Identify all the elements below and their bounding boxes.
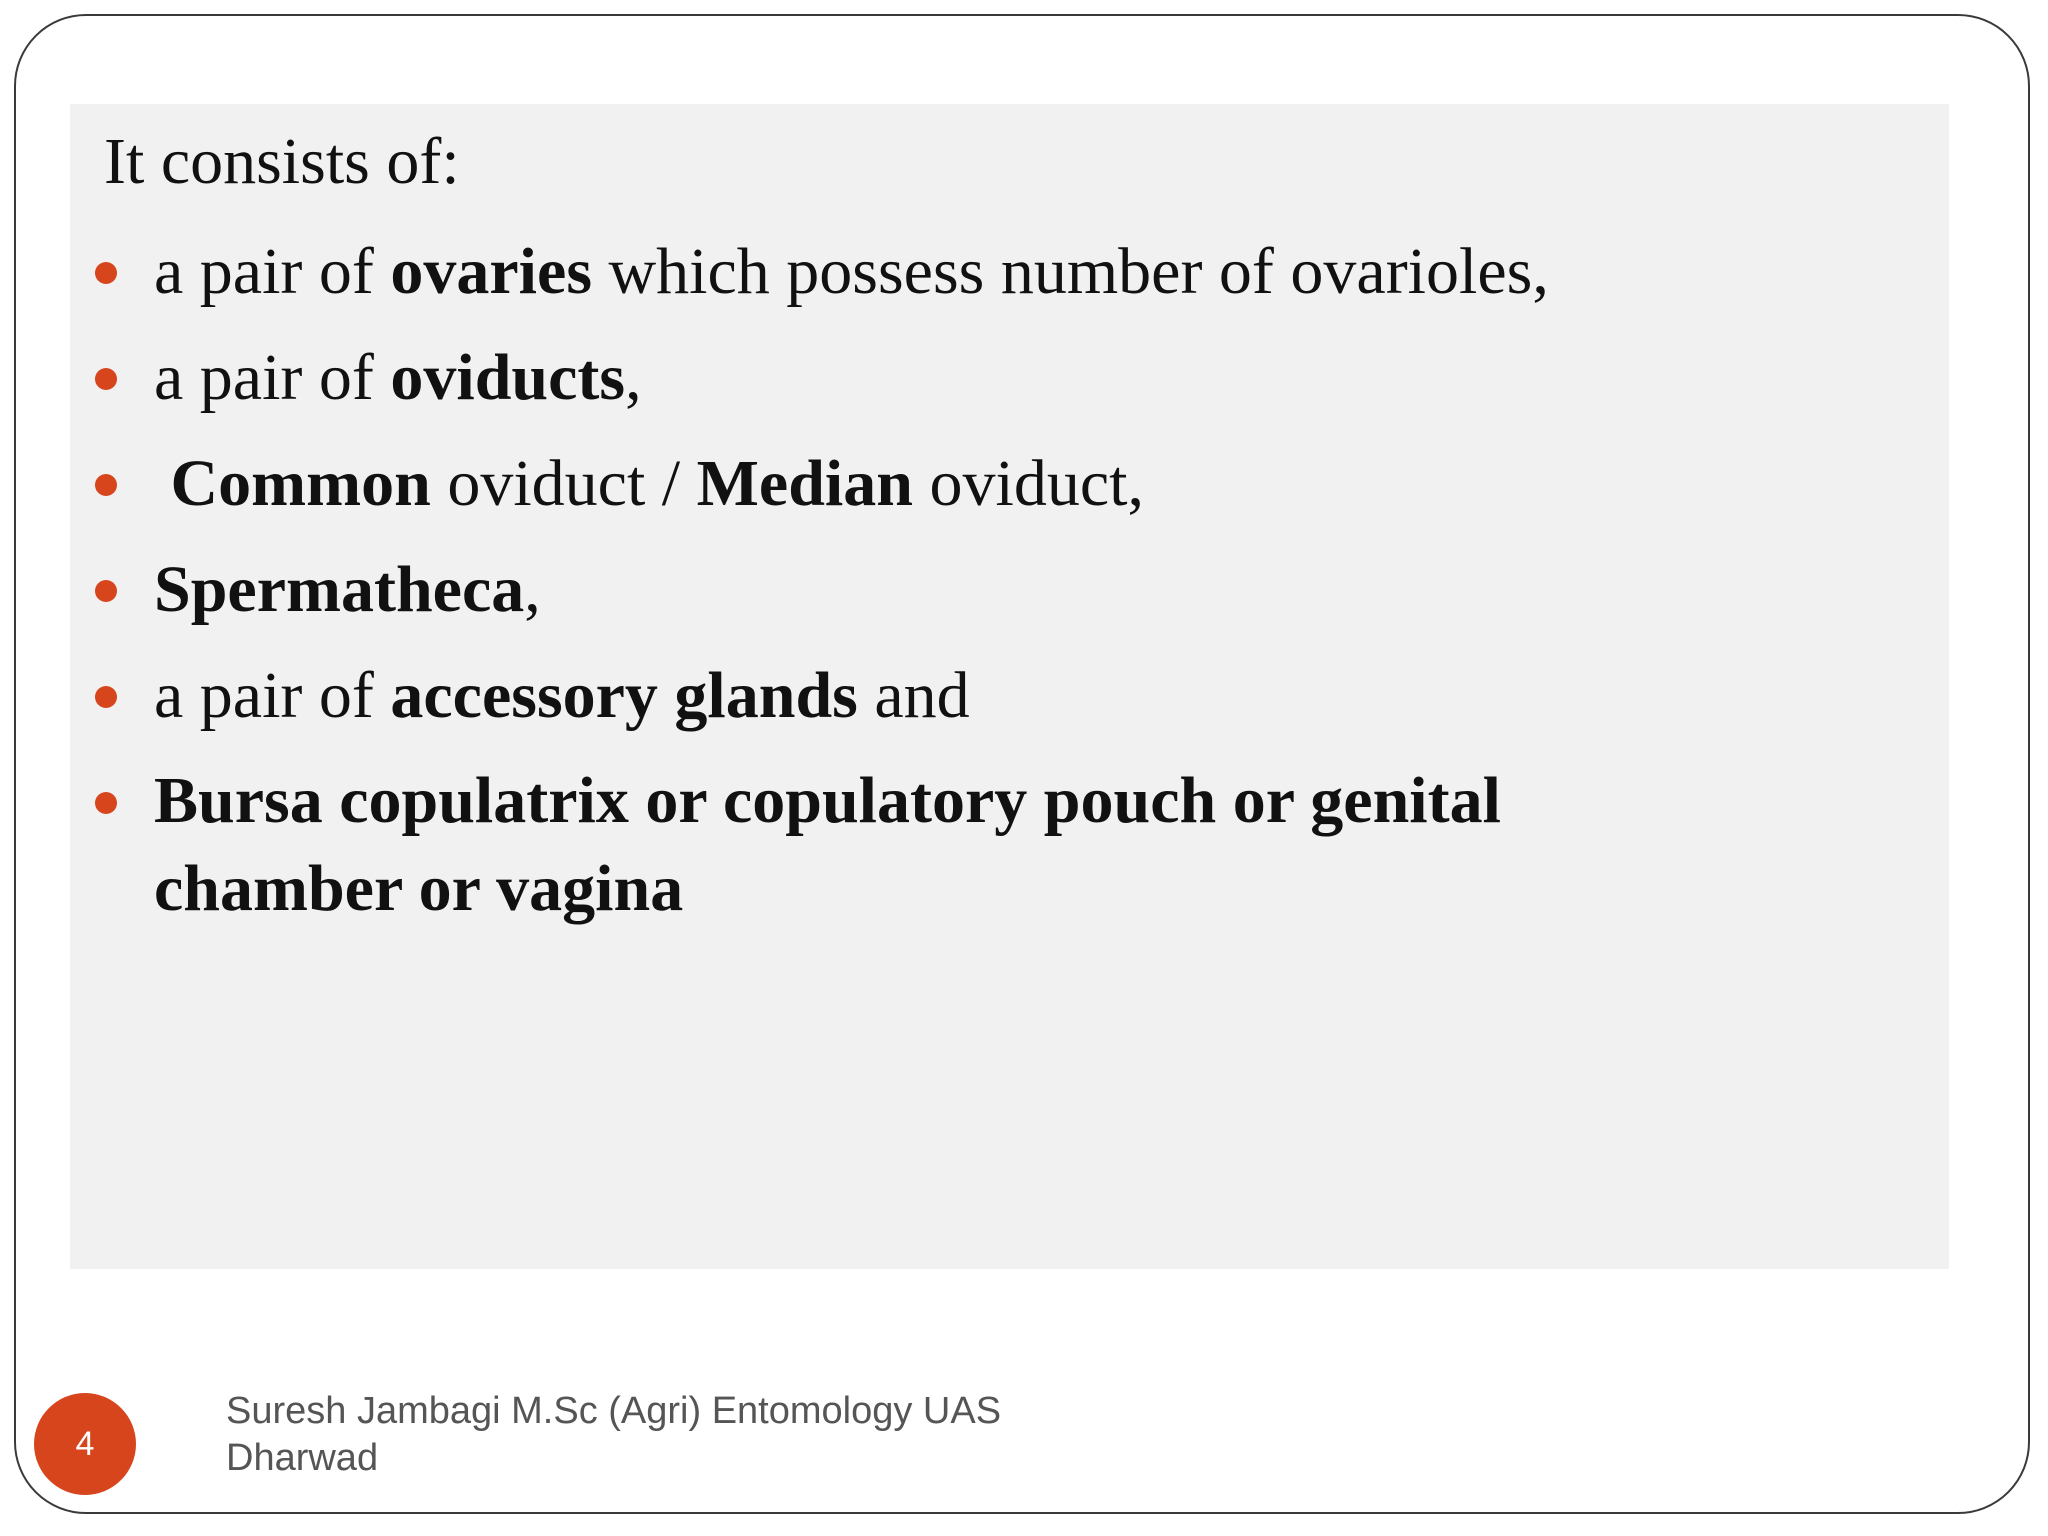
- bullet-segment-bold: Median: [696, 447, 913, 520]
- bullet-segment-bold: accessory glands: [390, 659, 858, 732]
- bullet-text: [154, 235, 1549, 308]
- bullet-segment: oviduct /: [430, 447, 697, 520]
- bullet-text: [154, 447, 1144, 520]
- bullet-text: [154, 553, 541, 626]
- bullet-item-accessory-glands: [70, 651, 1549, 757]
- bullet-dot-icon: [95, 686, 117, 708]
- bullet-segment: ,: [524, 553, 541, 626]
- bullet-dot-icon: [95, 368, 117, 390]
- bullet-item-common-oviduct: [70, 439, 1549, 545]
- bullet-item-ovaries: [70, 227, 1549, 333]
- bullet-segment: which possess number of ovarioles,: [592, 235, 1549, 308]
- content-box: [70, 104, 1949, 1269]
- footer-author-line1: Suresh Jambagi M.Sc (Agri) Entomology UAS: [226, 1390, 1002, 1432]
- bullet-segment-bold: ovaries: [390, 235, 592, 308]
- bullet-item-spermatheca: [70, 545, 1549, 651]
- bullet-item-bursa-copulatrix: [70, 757, 1549, 933]
- bullet-segment: a pair of: [154, 341, 391, 414]
- bullet-dot-icon: [95, 474, 117, 496]
- bullet-segment-bold: Common: [170, 447, 431, 520]
- bullet-text-line2: chamber or vagina: [154, 852, 684, 925]
- bullet-dot-icon: [95, 792, 117, 814]
- bullet-segment: and: [857, 659, 970, 732]
- footer-author: [226, 1388, 1126, 1482]
- slide: [14, 14, 2030, 1514]
- bullet-segment: a pair of: [154, 235, 391, 308]
- footer-author-line2: Dharwad: [226, 1437, 379, 1479]
- bullet-text-line1: Bursa copulatrix or copulatory pouch or genital: [154, 764, 1501, 837]
- bullet-segment: oviduct,: [912, 447, 1144, 520]
- bullet-dot-icon: [95, 262, 117, 284]
- bullet-segment-bold: oviducts: [390, 341, 626, 414]
- bullet-list: [70, 227, 1549, 933]
- bullet-segment: a pair of: [154, 659, 391, 732]
- bullet-dot-icon: [95, 580, 117, 602]
- bullet-text: [154, 659, 970, 732]
- intro-text: It consists of:: [104, 125, 460, 198]
- bullet-segment-bold: Spermatheca: [154, 553, 525, 626]
- page-number-badge: 4: [34, 1393, 136, 1495]
- bullet-segment: [154, 447, 171, 520]
- bullet-text: [154, 341, 642, 414]
- bullet-segment: ,: [625, 341, 642, 414]
- bullet-item-oviducts: [70, 333, 1549, 439]
